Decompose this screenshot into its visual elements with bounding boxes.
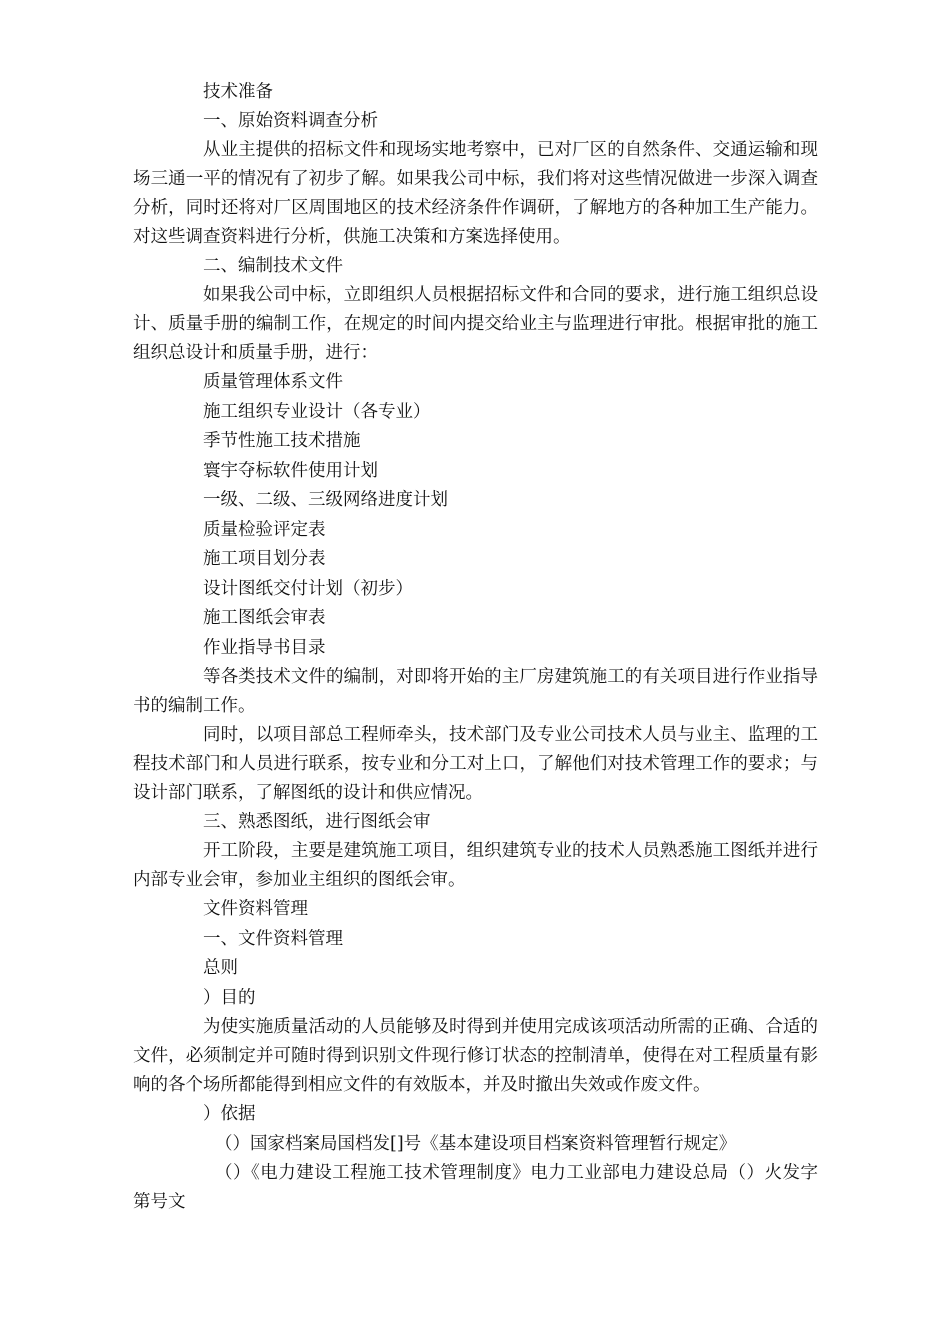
heading-tech-prep: 技术准备 bbox=[203, 82, 273, 102]
subheading-general: 总则 bbox=[203, 958, 238, 978]
list-item: 施工项目划分表 bbox=[203, 549, 326, 569]
list-item: 施工组织专业设计（各专业） bbox=[203, 401, 431, 422]
section-heading-doc-1: 一、文件资料管理 bbox=[203, 928, 343, 949]
list-item: 季节性施工技术措施 bbox=[203, 431, 361, 451]
section-heading-1: 一、原始资料调查分析 bbox=[203, 111, 378, 131]
list-item: 质量管理体系文件 bbox=[203, 372, 343, 392]
list-item: 作业指导书目录 bbox=[203, 637, 326, 658]
body-paragraph: 同时，以项目部总工程师牵头，技术部门及专业公司技术人员与业主、监理的工程技术部门和人员进行联系，按专业和分工对上口，了解他们对技术管理工作的要求；与设计部门联系，了解图纸的设计和供应情况。 bbox=[133, 725, 818, 803]
list-item: 寰宇夺标软件使用计划 bbox=[203, 460, 378, 481]
body-paragraph: 开工阶段，主要是建筑施工项目，组织建筑专业的技术人员熟悉施工图纸并进行内部专业会审，参加业主组织的图纸会审。 bbox=[133, 841, 818, 890]
body-paragraph: 从业主提供的招标文件和现场实地考察中，已对厂区的自然条件、交通运输和现场三通一平的情况有了初步了解。如果我公司中标，我们将对这些情况做进一步深入调查分析，同时还将对厂区周围地区的技术经济条件作调研，了解地方的各种加工生产能力。对这些调查资料进行分析，供施工决策和方案选择使用。 bbox=[133, 140, 818, 247]
reference-item: （）国家档案局国档发[]号《基本建设项目档案资料管理暂行规定》 bbox=[215, 1133, 737, 1154]
list-item: 施工图纸会审表 bbox=[203, 608, 326, 628]
subheading-purpose: ）目的 bbox=[203, 987, 256, 1008]
body-paragraph: 为使实施质量活动的人员能够及时得到并使用完成该项活动所需的正确、合适的文件，必须制定并可随时得到识别文件现行修订状态的控制清单，使得在对工程质量有影响的各个场所都能得到相应文件的有效版本，并及时撤出失效或作废文件。 bbox=[133, 1017, 818, 1095]
list-item: 质量检验评定表 bbox=[203, 519, 326, 540]
section-heading-3: 三、熟悉图纸，进行图纸会审 bbox=[203, 812, 431, 832]
subheading-basis: ）依据 bbox=[203, 1104, 256, 1124]
reference-item: （）《电力建设工程施工技术管理制度》电力工业部电力建设总局（）火发字第号文 bbox=[133, 1163, 818, 1212]
document-body bbox=[133, 78, 818, 1217]
list-item: 一级、二级、三级网络进度计划 bbox=[203, 490, 448, 510]
body-paragraph: 等各类技术文件的编制，对即将开始的主厂房建筑施工的有关项目进行作业指导书的编制工作。 bbox=[133, 667, 818, 716]
heading-doc-management: 文件资料管理 bbox=[203, 899, 308, 919]
list-item: 设计图纸交付计划（初步） bbox=[203, 578, 413, 599]
section-heading-2: 二、编制技术文件 bbox=[203, 256, 343, 276]
body-paragraph: 如果我公司中标，立即组织人员根据招标文件和合同的要求，进行施工组织总设计、质量手册的编制工作，在规定的时间内提交给业主与监理进行审批。根据审批的施工组织总设计和质量手册，进行： bbox=[133, 285, 818, 363]
